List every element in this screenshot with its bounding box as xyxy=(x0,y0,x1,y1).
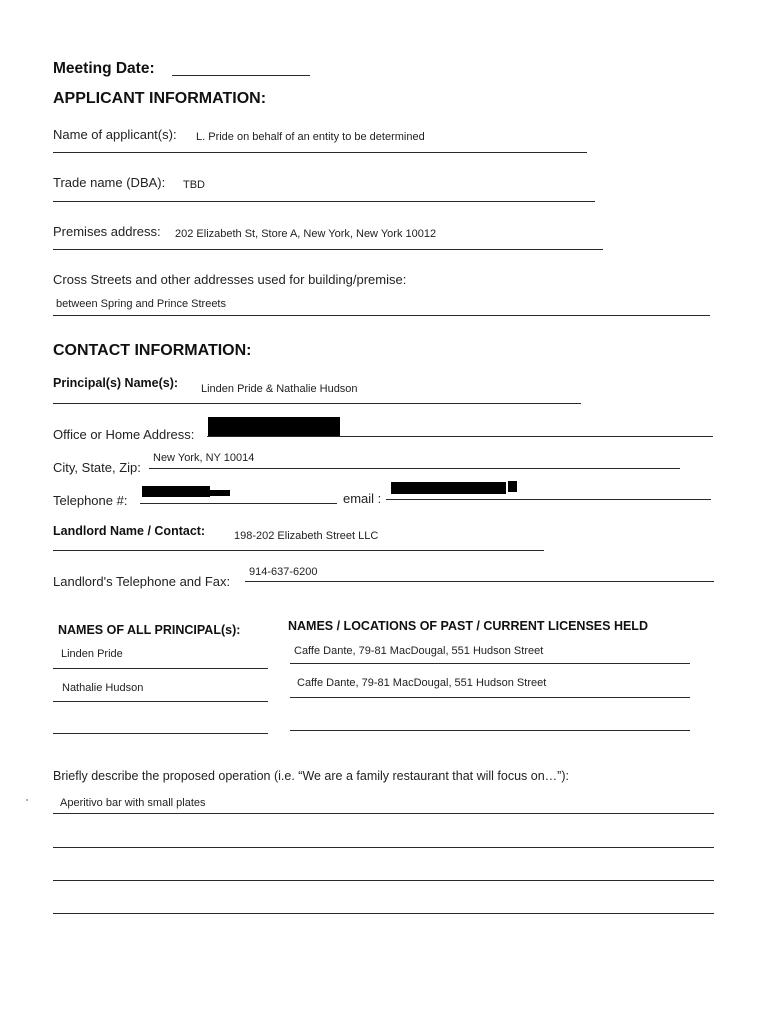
cross-streets-label: Cross Streets and other addresses used for building/premise: xyxy=(53,272,407,287)
contact-heading: CONTACT INFORMATION: xyxy=(53,342,252,359)
city-state-zip-value: New York, NY 10014 xyxy=(153,452,255,464)
landlord-label: Landlord Name / Contact: xyxy=(53,524,206,538)
principals-label: Principal(s) Name(s): xyxy=(53,376,179,390)
principals-field[interactable] xyxy=(53,403,581,404)
trade-name-value: TBD xyxy=(183,179,205,191)
operation-label: Briefly describe the proposed operation (i.e. “We are a family restaurant that will focus on…”): xyxy=(53,769,569,783)
applicant-name-value: L. Pride on behalf of an entity to be determined xyxy=(196,131,425,143)
principal-name-2: Nathalie Hudson xyxy=(62,682,144,694)
licenses-header: NAMES / LOCATIONS OF PAST / CURRENT LICENSES HELD xyxy=(288,619,648,633)
applicant-heading: APPLICANT INFORMATION: xyxy=(53,90,267,107)
premises-label: Premises address: xyxy=(53,224,161,239)
principal-license-field[interactable] xyxy=(290,697,690,698)
city-state-zip-label: City, State, Zip: xyxy=(53,460,141,475)
premises-field[interactable] xyxy=(53,249,603,250)
premises-value: 202 Elizabeth St, Store A, New York, New York 10012 xyxy=(175,228,437,240)
principal-name-1: Linden Pride xyxy=(61,648,123,660)
principal-license-field[interactable] xyxy=(290,730,690,731)
email-label: email : xyxy=(343,491,382,506)
operation-value: Aperitivo bar with small plates xyxy=(60,797,206,809)
landlord-phone-label: Landlord's Telephone and Fax: xyxy=(53,574,231,589)
principals-value: Linden Pride & Nathalie Hudson xyxy=(201,383,358,395)
principal-license-field[interactable] xyxy=(290,663,690,664)
principal-name-field[interactable] xyxy=(53,668,268,669)
meeting-date-field[interactable] xyxy=(172,75,310,76)
cross-streets-field[interactable] xyxy=(53,315,710,316)
operation-field-line[interactable] xyxy=(53,880,714,881)
redaction-block xyxy=(508,481,517,492)
landlord-phone-field[interactable] xyxy=(245,581,714,582)
email-field[interactable] xyxy=(386,499,711,500)
principal-license-2: Caffe Dante, 79-81 MacDougal, 551 Hudson Street xyxy=(297,677,547,689)
city-state-zip-field[interactable] xyxy=(149,468,680,469)
operation-field-line[interactable] xyxy=(53,913,714,914)
telephone-field[interactable] xyxy=(140,503,337,504)
applicant-name-field[interactable] xyxy=(53,152,587,153)
operation-field-line[interactable] xyxy=(53,847,714,848)
telephone-label: Telephone #: xyxy=(53,493,128,508)
office-address-field[interactable] xyxy=(207,436,713,437)
names-of-principals-header: NAMES OF ALL PRINCIPAL(s): xyxy=(58,623,241,637)
scan-speck xyxy=(26,799,28,801)
landlord-field[interactable] xyxy=(53,550,544,551)
operation-field-line[interactable] xyxy=(53,813,714,814)
principal-name-field[interactable] xyxy=(53,701,268,702)
trade-name-label: Trade name (DBA): xyxy=(53,175,166,190)
trade-name-field[interactable] xyxy=(53,201,595,202)
principal-license-1: Caffe Dante, 79-81 MacDougal, 551 Hudson Street xyxy=(294,645,544,657)
cross-streets-value: between Spring and Prince Streets xyxy=(56,298,226,310)
redaction-block xyxy=(391,482,506,494)
office-address-label: Office or Home Address: xyxy=(53,427,195,442)
landlord-value: 198-202 Elizabeth Street LLC xyxy=(234,530,379,542)
redaction-block xyxy=(142,486,210,497)
applicant-name-label: Name of applicant(s): xyxy=(53,127,177,142)
principal-name-field[interactable] xyxy=(53,733,268,734)
landlord-phone-value: 914-637-6200 xyxy=(249,566,318,578)
redaction-block xyxy=(208,417,340,436)
redaction-block xyxy=(208,490,230,496)
meeting-date-label: Meeting Date: xyxy=(53,60,155,77)
